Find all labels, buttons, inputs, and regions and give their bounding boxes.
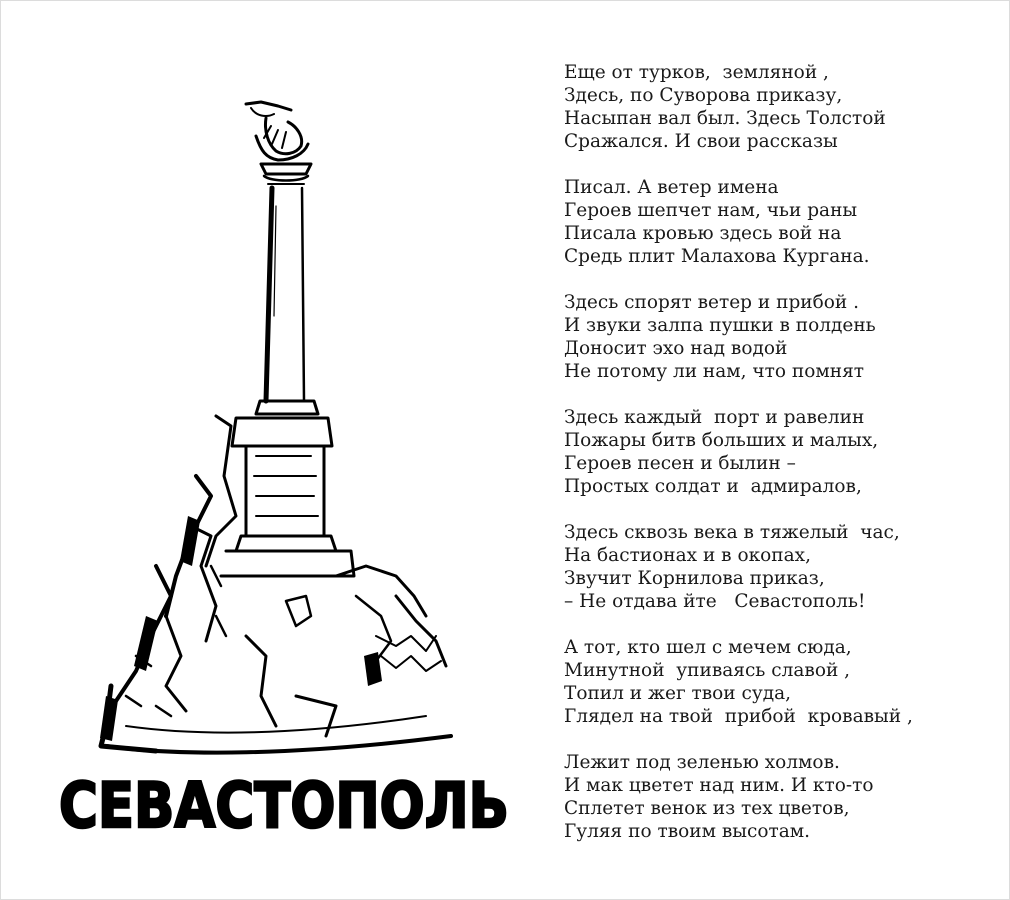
poem-line: Звучит Корнилова приказ, bbox=[564, 568, 825, 589]
title-lettering bbox=[56, 761, 516, 851]
poem-line: Пожары битв больших и малых, bbox=[564, 430, 879, 451]
poem-line: И мак цветет над ним. И кто-то bbox=[564, 775, 874, 796]
stanza bbox=[564, 521, 1004, 613]
poem-line: Гуляя по твоим высотам. bbox=[564, 821, 811, 842]
poem-line: Не потому ли нам, что помнят bbox=[564, 361, 865, 382]
stanza bbox=[564, 291, 1004, 383]
poem-line: Сражался. И свои рассказы bbox=[564, 131, 838, 152]
poem-line: Насыпан вал был. Здесь Толстой bbox=[564, 108, 886, 129]
monument-illustration bbox=[96, 96, 456, 761]
poem-line: Средь плит Малахова Кургана. bbox=[564, 246, 870, 267]
poem-line: Лежит под зеленью холмов. bbox=[564, 752, 840, 773]
poem-line: На бастионах и в окопах, bbox=[564, 545, 811, 566]
poem-line: Писала кровью здесь вой на bbox=[564, 223, 842, 244]
poem-line: Доносит эхо над водой bbox=[564, 338, 788, 359]
poem-line: Минутной упиваясь славой , bbox=[564, 660, 851, 681]
poem-line: Здесь сквозь века в тяжелый час, bbox=[564, 522, 900, 543]
poem-line: Здесь, по Суворова приказу, bbox=[564, 85, 843, 106]
poem-line: Топил и жег твои суда, bbox=[564, 683, 792, 704]
poem-line: А тот, кто шел с мечем сюда, bbox=[564, 637, 852, 658]
poem-line: Еще от турков, земляной , bbox=[564, 62, 829, 83]
poem-line: И звуки залпа пушки в полдень bbox=[564, 315, 876, 336]
poster-title: СЕВАСТОПОЛЬ bbox=[59, 769, 509, 842]
poem bbox=[564, 61, 1004, 866]
stanza bbox=[564, 636, 1004, 728]
stanza bbox=[564, 176, 1004, 268]
poem-line: Героев шепчет нам, чьи раны bbox=[564, 200, 858, 221]
poem-line: Писал. А ветер имена bbox=[564, 177, 779, 198]
poem-line: – Не отдава йте Севастополь! bbox=[564, 591, 866, 612]
stanza bbox=[564, 61, 1004, 153]
poem-line: Здесь каждый порт и равелин bbox=[564, 407, 865, 428]
poem-line: Простых солдат и адмиралов, bbox=[564, 476, 862, 497]
stanza bbox=[564, 751, 1004, 843]
poem-line: Здесь спорят ветер и прибой . bbox=[564, 292, 859, 313]
poem-line: Глядел на твой прибой кровавый , bbox=[564, 706, 913, 727]
poem-line: Героев песен и былин – bbox=[564, 453, 796, 474]
stanza bbox=[564, 406, 1004, 498]
poem-line: Сплетет венок из тех цветов, bbox=[564, 798, 850, 819]
